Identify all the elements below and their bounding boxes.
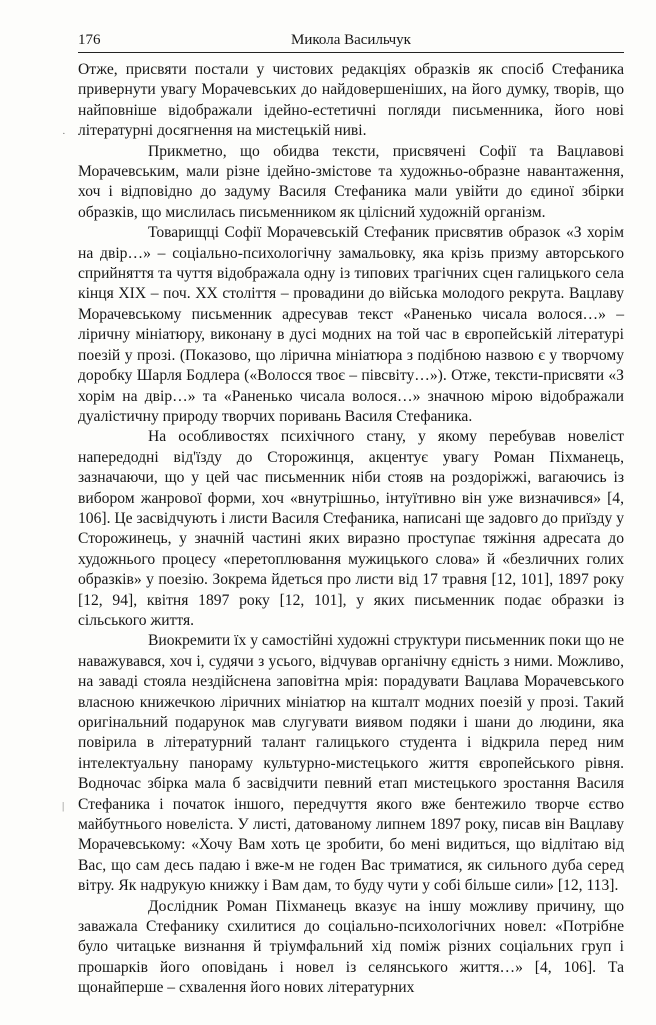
paragraph: Дослідник Роман Піхманець вказує на іншу можливу причину, що заважала Стефанику схилитися до соціально-психологічних новел: «Потрібне було читацьке визнання й тріумфальний хід поміж різних соціальних груп і прошарків його оповідань і новел із селянського життя…» [4, 106]. Та щонайперше – схвалення його нових літературних [78, 897, 624, 997]
paragraph: Прикметно, що обидва тексти, присвячені Софії та Вацлавові Морачевським, мали різне ідейно-змістове та художньо-образне навантаження, хоч і відповідно до задуму Василя Стефаника мали увійти до єдиної збірки образків, що мислилась письменником як цілісний художній організм. [78, 142, 624, 221]
page-number: 176 [78, 32, 101, 48]
paragraph: Виокремити їх у самостійні художні структури письменник поки що не наважувався, хоч і, судячи з усього, відчував органічну єдність з ними. Можливо, на заваді стояла нездійснена заповітна мрія: порадувати Вацлава Морачевського власною книжечкою ліричних мініатюр на кшталт модних поезій у прозі. Такий оригінальний подарунок мав слугувати виявом подяки і шани до людини, яка повірила в літературний талант галицького студента і відкрила перед ним інтелектуальну панораму культурно-мистецького життя європейського рівня. Водночас збірка мала б засвідчити певний етап мистецького зростання Василя Стефаника і початок іншого, передчуття якого вже бентежило творче єство майбутнього новеліста. У листі, датованому липнем 1897 року, писав він Вацлаву Морачевському: «Хочу Вам хоть це зробити, бо мені видиться, що відлітаю від Вас, що сам десь падаю і вже-м не годен Вас триматися, як сильного дуба серед вітру. Як надрукую книжку і Вам дам, то буду чути у собі більше сили» [12, 113]. [78, 632, 624, 895]
margin-mark: · [62, 128, 66, 140]
page-header [78, 30, 624, 53]
paragraph: Товарищці Софії Морачевській Стефаник присвятив образок «З хорім на двір…» – соціально-психологічну замальовку, яка крізь призму авторського сприйняття та чуття відображала одну із типових трагічних сцен галицького села кінця XIX – поч. XX століття – провадини до війська молодого рекрута. Вацлаву Морачевському письменник адресував текст «Раненько чисала волося…» – ліричну мініатюру, виконану в дусі модних на той час в європейській літературі поезій у прозі. (Показово, що лірична мініатюра з подібною назвою є у творчому доробку Шарля Бодлера («Волосся твоє – півсвіту…»). Отже, тексти-присвяти «З хорім на двір…» та «Раненько чисала волося…» значною мірою відображали дуалістичну природу творчих поривань Василя Стефаника. [78, 224, 624, 425]
paragraph: Отже, присвяти постали у чистових редакціях образків як спосіб Стефаника привернути увагу Морачевських до найдовершеніших, на його думку, творів, що найповніше відображали ідейно-естетичні погляди письменника, його нові літературні досягнення на мистецькій ниві. [78, 61, 624, 140]
margin-mark: | [62, 800, 65, 812]
paragraph: На особливостях психічного стану, у якому перебував новеліст напередодні від'їзду до Сторожинця, акцентує увагу Роман Піхманець, зазначаючи, що у цей час письменник ніби стояв на роздоріжжі, вагаючись із вибором жанрової форми, хоч «внутрішньо, інтуїтивно він уже визначився» [4, 106]. Це засвідчують і листи Василя Стефаника, написані ще задовго до приїзду у Сторожинець, у значній частині яких виразно проступає тяжіння адресата до художнього процесу «перетоплювання мужицького слова» й «безличних голих образків» у поезію. Зокрема йдеться про листи від 17 травня [12, 101], 1897 року [12, 94], квітня 1897 року [12, 101], у яких письменник подає образки із сільського життя. [78, 428, 624, 629]
body-text [78, 60, 624, 999]
running-head: Микола Васильчук [291, 32, 411, 48]
